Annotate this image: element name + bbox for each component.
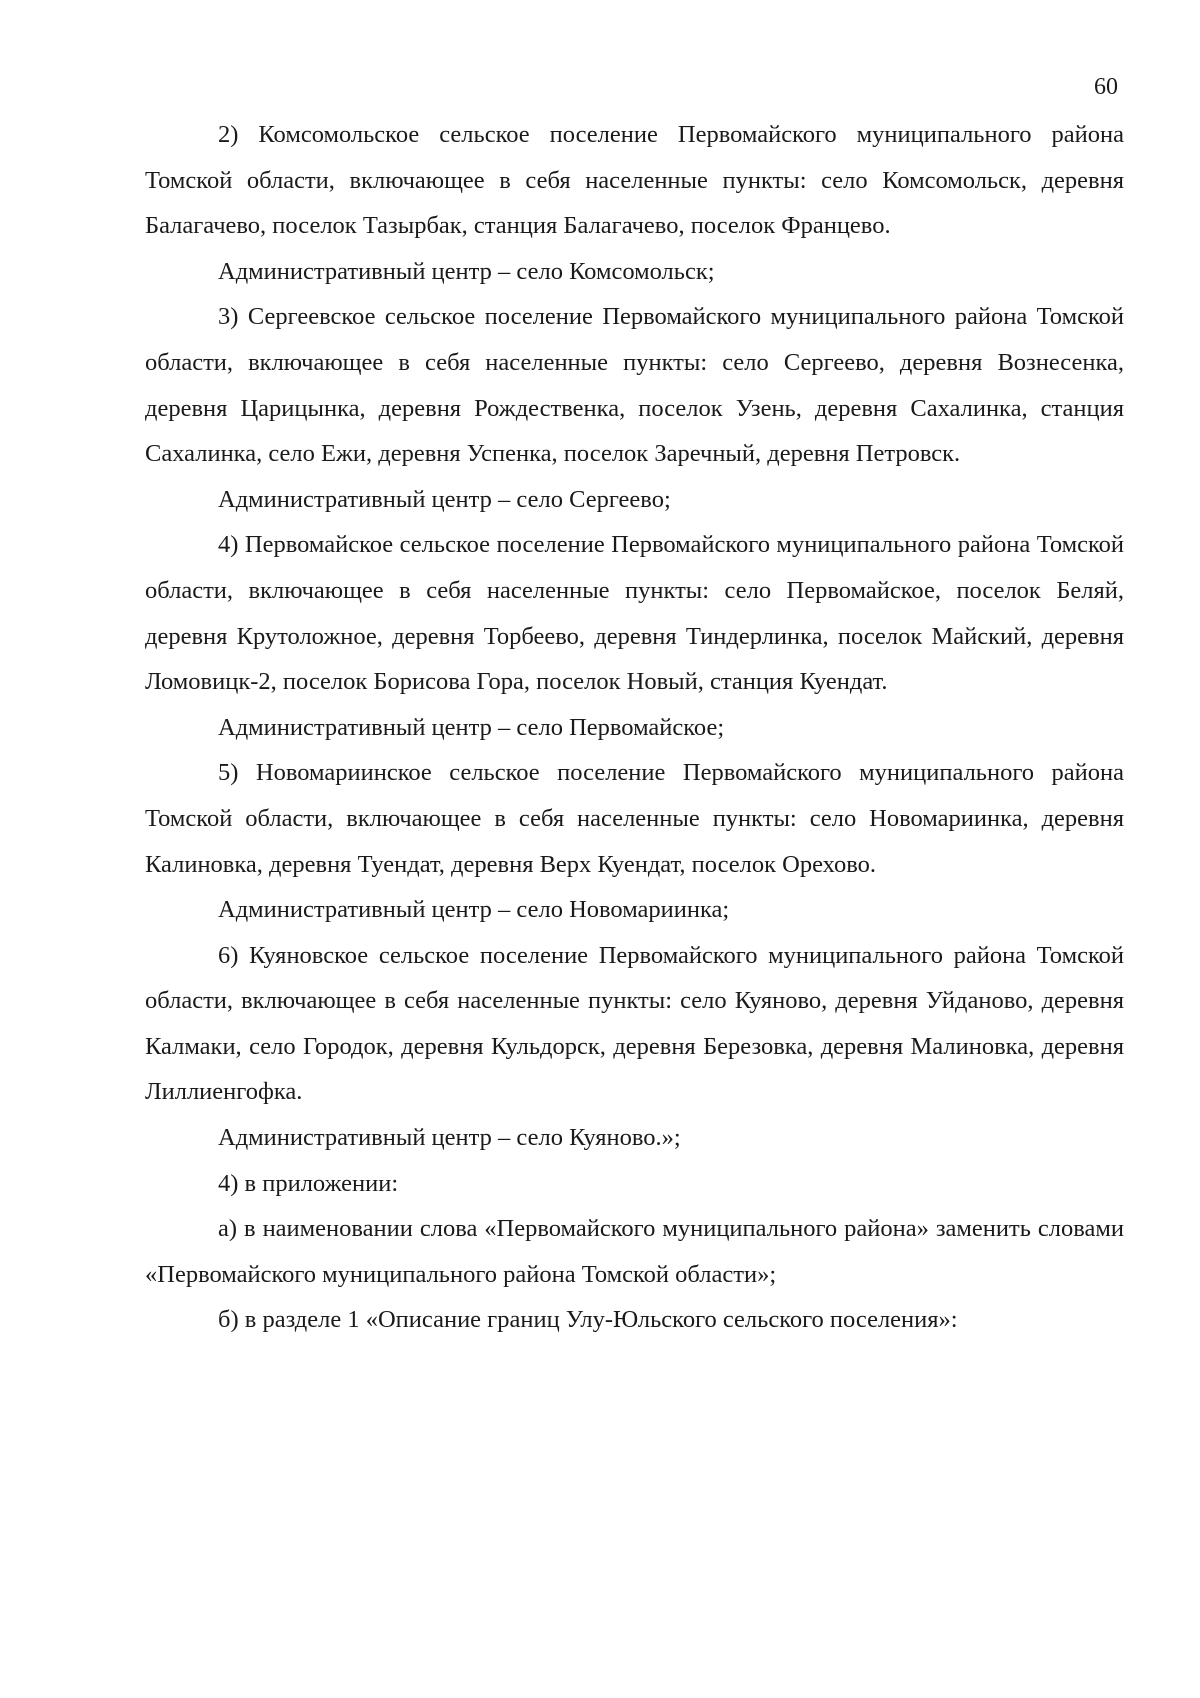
admin-center-kuyanovo: Административный центр – село Куяново.»;	[218, 1124, 681, 1152]
page-number: 60	[1094, 74, 1118, 100]
paragraph-kuyanovskoe: 6) Куяновское сельское поселение Первомайского муниципального района Томской области, включающее в себя населенные пункты: село Куяново, деревня Уйданово, деревня Калмаки, село Городок, деревня Кульдорск, деревня Березовка, деревня Малиновка, деревня Лиллиенгофка.	[145, 941, 1124, 1106]
item-a-title-replacement: а) в наименовании слова «Первомайского муниципального района» заменить словами «Первомайского муниципального района Томской области»;	[145, 1215, 1124, 1288]
item-b-section-1: б) в разделе 1 «Описание границ Улу-Юльского сельского поселения»:	[218, 1306, 958, 1334]
paragraph-sergeevskoe: 3) Сергеевское сельское поселение Первомайского муниципального района Томской области, включающее в себя населенные пункты: село Сергеево, деревня Вознесенка, деревня Царицынка, деревня Рождественка, поселок Узень, деревня Сахалинка, станция Сахалинка, село Ежи, деревня Успенка, поселок Заречный, деревня Петровск.	[145, 303, 1124, 468]
paragraph-novomariinskoe: 5) Новомариинское сельское поселение Первомайского муниципального района Томской области, включающее в себя населенные пункты: село Новомариинка, деревня Калиновка, деревня Туендат, деревня Верх Куендат, поселок Орехово.	[145, 759, 1124, 878]
document-body	[145, 112, 1124, 1343]
admin-center-novomariinka: Административный центр – село Новомариинка;	[218, 896, 730, 924]
admin-center-komsomolsk: Административный центр – село Комсомольск;	[218, 257, 715, 285]
admin-center-pervomaiskoe: Административный центр – село Первомайское;	[218, 713, 725, 741]
paragraph-komsomolskoe: 2) Комсомольское сельское поселение Первомайского муниципального района Томской области, включающее в себя населенные пункты: село Комсомольск, деревня Балагачево, поселок Тазырбак, станция Балагачево, поселок Францево.	[145, 121, 1124, 240]
item-appendix: 4) в приложении:	[218, 1169, 399, 1197]
paragraph-pervomaiskoe: 4) Первомайское сельское поселение Первомайского муниципального района Томской области, включающее в себя населенные пункты: село Первомайское, поселок Беляй, деревня Крутоложное, деревня Торбеево, деревня Тиндерлинка, поселок Майский, деревня Ломовицк-2, поселок Борисова Гора, поселок Новый, станция Куендат.	[145, 531, 1124, 696]
admin-center-sergeevo: Административный центр – село Сергеево;	[218, 485, 671, 513]
